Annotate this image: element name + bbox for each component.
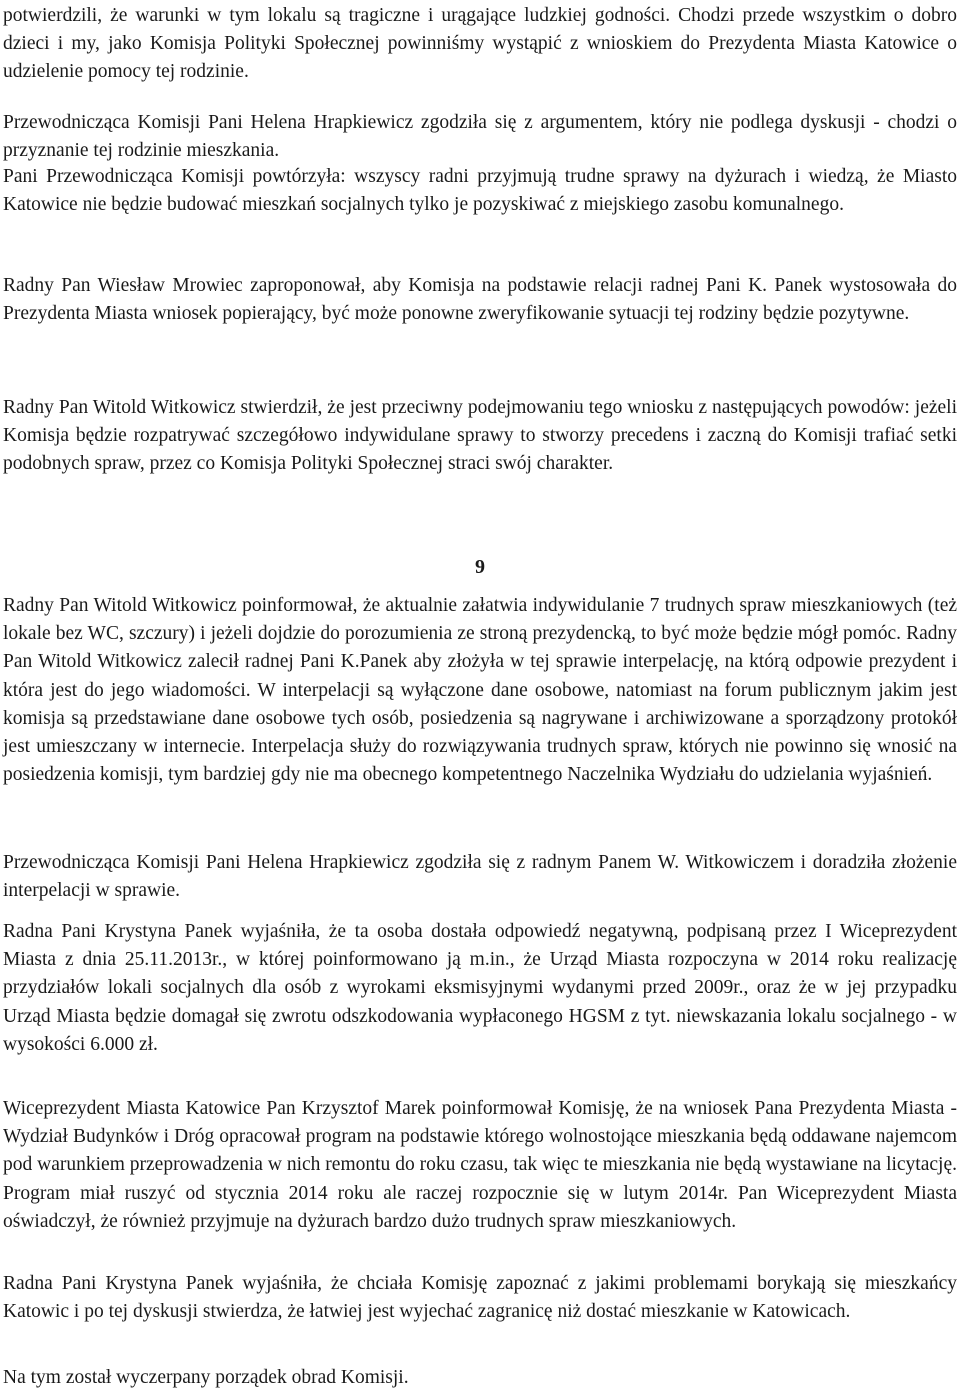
paragraph-8: Radna Pani Krystyna Panek wyjaśniła, że ta osoba dostała odpowiedź negatywną, podpisaną przez I Wiceprezydent Miasta z dnia 25.11.2013r., w której poinformowano ją m.in., że Urząd Miasta rozpoczyna w 2014 roku realizację przydziałów lokali socjalnych dla osób z wyrokami eksmisyjnymi wydanymi przed 2009r., oraz że w jej przypadku Urząd Miasta będzie domagał się zwrotu odszkodowania wypłaconego HGSM z tyt. niewskazania lokalu socjalnego - w wysokości 6.000 zł. (3, 921, 957, 1055)
paragraph-6: Radny Pan Witold Witkowicz poinformował, że aktualnie załatwia indywidulanie 7 trudnych spraw mieszkaniowych (też lokale bez WC, szczury) i jeżeli dojdzie do porozumienia ze stroną prezydencką, to być może będzie mógł pomóc. Radny Pan Witold Witkowicz zalecił radnej Pani K.Panek aby złożyła w tej sprawie interpelację, na którą odpowie prezydent i która jest do jego wiadomości. W interpelacji są wyłączone dane osobowe, natomiast na forum publicznym jakim jest komisja są przedstawiane dane osobowe tych osób, posiedzenia są nagrywane i archiwizowane a sporządzony protokół jest umieszczany w internecie. Interpelacja służy do rozwiązywania trudnych spraw, których nie powinno się wnosić na posiedzenia komisji, tym bardziej gdy nie ma obecnego kompetentnego Naczelnika Wydziału do udzielania wyjaśnień. (3, 595, 957, 786)
page-number: 9 (475, 556, 485, 578)
paragraph-5: Radny Pan Witold Witkowicz stwierdził, że jest przeciwny podejmowaniu tego wniosku z następujących powodów: jeżeli Komisja będzie rozpatrywać szczegółowo indywidulane sprawy to stworzy precedens i zaczną do Komisji trafiać setki podobnych spraw, przez co Komisja Polityki Społecznej straci swój charakter. (3, 397, 957, 475)
paragraph-2: Przewodnicząca Komisji Pani Helena Hrapkiewicz zgodziła się z argumentem, który nie podlega dyskusji - chodzi o przyznanie tej rodzinie mieszkania. (3, 112, 957, 162)
paragraph-11: Na tym został wyczerpany porządek obrad Komisji. (3, 1367, 409, 1388)
paragraph-4: Radny Pan Wiesław Mrowiec zaproponował, aby Komisja na podstawie relacji radnej Pani K. Panek wystosowała do Prezydenta Miasta wniosek popierający, być może ponowne zweryfikowanie sytuacji tej rodziny będzie pozytywne. (3, 275, 957, 325)
paragraph-3: Pani Przewodnicząca Komisji powtórzyła: wszyscy radni przyjmują trudne sprawy na dyżurach i wiedzą, że Miasto Katowice nie będzie budować mieszkań socjalnych tylko je pozyskiwać z miejskiego zasobu komunalnego. (3, 166, 957, 216)
paragraph-9: Wiceprezydent Miasta Katowice Pan Krzysztof Marek poinformował Komisję, że na wniosek Pana Prezydenta Miasta - Wydział Budynków i Dróg opracował program na podstawie którego wolnostojące mieszkania będą oddawane najemcom pod warunkiem przeprowadzenia w nich remontu do roku czasu, tak więc te mieszkania nie będą wystawiane na licytację. Program miał ruszyć od stycznia 2014 roku ale raczej rozpocznie się w lutym 2014r. Pan Wiceprezydent Miasta oświadczył, że również przyjmuje na dyżurach bardzo dużo trudnych spraw mieszkaniowych. (3, 1098, 957, 1232)
paragraph-1: potwierdzili, że warunki w tym lokalu są tragiczne i urągające ludzkiej godności. Chodzi przede wszystkim o dobro dzieci i my, jako Komisja Polityki Społecznej powinniśmy wystąpić z wnioskiem do Prezydenta Miasta Katowice o udzielenie pomocy tej rodzinie. (3, 5, 957, 83)
paragraph-7: Przewodnicząca Komisji Pani Helena Hrapkiewicz zgodziła się z radnym Panem W. Witkowiczem i doradziła złożenie interpelacji w sprawie. (3, 852, 957, 902)
paragraph-10: Radna Pani Krystyna Panek wyjaśniła, że chciała Komisję zapoznać z jakimi problemami borykają się mieszkańcy Katowic i po tej dyskusji stwierdza, że łatwiej jest wyjechać zagranicę niż dostać mieszkanie w Katowicach. (3, 1273, 957, 1323)
